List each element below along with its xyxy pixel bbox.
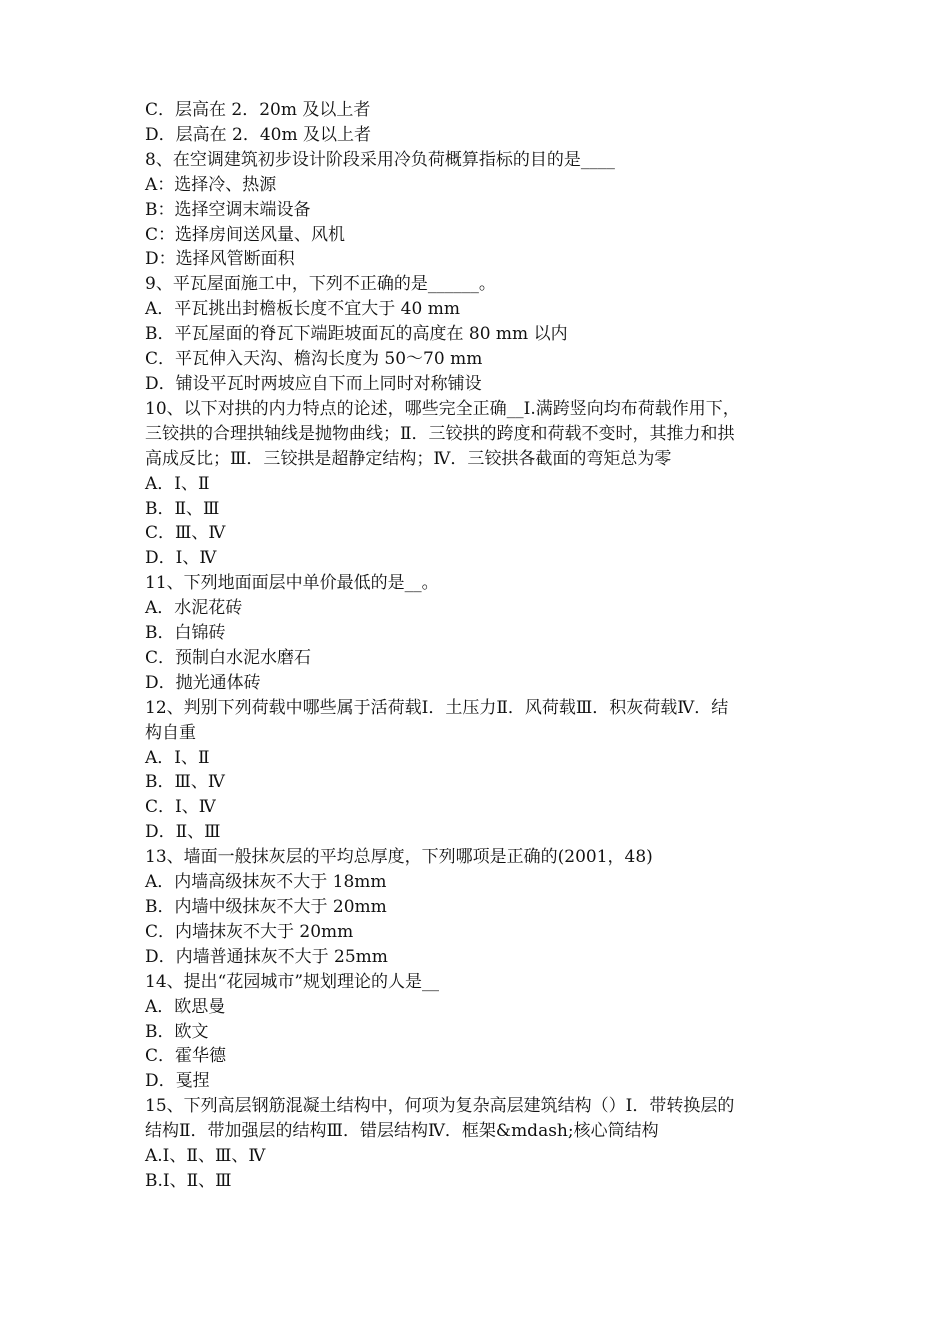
option-line: A．欧思曼 [145,996,226,1017]
option-line: B．平瓦屋面的脊瓦下端距坡面瓦的高度在 80 mm 以内 [145,324,568,345]
option-line: C．层高在 2．20m 及以上者 [145,100,371,120]
option-line: A．平瓦挑出封檐板长度不宜大于 40 mm [145,299,460,320]
option-line: D．戛捏 [145,1071,210,1092]
question-line: 11、下列地面面层中单价最低的是__。 [145,573,439,594]
question-line: 15、下列高层钢筋混凝土结构中，何项为复杂高层建筑结构（）Ⅰ．带转换层的 [145,1096,735,1117]
question-line: 三铰拱的合理拱轴线是抛物曲线；Ⅱ．三铰拱的跨度和荷载不变时，其推力和拱 [145,423,735,444]
option-line: D．抛光通体砖 [145,672,261,693]
question-line: 14、提出“花园城市”规划理论的人是__ [145,971,440,992]
option-line: C：选择房间送风量、风机 [145,224,346,245]
option-line: D．层高在 2．40m 及以上者 [145,124,372,145]
question-line: 8、在空调建筑初步设计阶段采用冷负荷概算指标的目的是____ [145,149,615,170]
option-line: B．Ⅱ、Ⅲ [145,498,220,519]
option-line: D．Ⅰ、Ⅳ [145,548,217,569]
question-line: 13、墙面一般抹灰层的平均总厚度，下列哪项是正确的(2001，48) [145,847,653,868]
option-line: A.Ⅰ、Ⅱ、Ⅲ、Ⅳ [145,1146,266,1167]
question-line: 10、以下对拱的内力特点的论述，哪些完全正确__Ⅰ.满跨竖向均布荷载作用下， [145,398,740,419]
option-line: D．铺设平瓦时两坡应自下而上同时对称铺设 [145,373,482,394]
option-line: C．预制白水泥水磨石 [145,647,312,668]
question-line: 结构Ⅱ．带加强层的结构Ⅲ．错层结构Ⅳ．框架&mdash;核心筒结构 [145,1121,659,1142]
question-line: 12、判别下列荷载中哪些属于活荷载Ⅰ．土压力Ⅱ．风荷载Ⅲ．积灰荷载Ⅳ．结 [145,697,729,718]
question-line: 构自重 [145,722,196,743]
option-line: B.Ⅰ、Ⅱ、Ⅲ [145,1170,232,1191]
document-body [145,98,817,1194]
option-line: A．Ⅰ、Ⅱ [145,473,210,494]
option-line: C．内墙抹灰不大于 20mm [145,921,354,942]
option-line: B．内墙中级抹灰不大于 20mm [145,897,387,917]
option-line: B．白锦砖 [145,623,226,644]
option-line: A．内墙高级抹灰不大于 18mm [145,872,387,893]
option-line: C．霍华德 [145,1046,227,1067]
option-line: A．Ⅰ、Ⅱ [145,747,210,768]
option-line: A．水泥花砖 [145,598,243,619]
option-line: C．Ⅲ、Ⅳ [145,523,226,544]
option-line: A：选择冷、热源 [145,174,277,195]
question-line: 9、平瓦屋面施工中，下列不正确的是______。 [145,274,496,295]
question-line: 高成反比；Ⅲ．三铰拱是超静定结构；Ⅳ．三铰拱各截面的弯矩总为零 [145,448,672,469]
option-line: C．平瓦伸入天沟、檐沟长度为 50～70 mm [145,349,483,370]
option-line: B．欧文 [145,1021,209,1042]
option-line: B：选择空调末端设备 [145,199,311,220]
option-line: D．Ⅱ、Ⅲ [145,822,221,843]
option-line: D．内墙普通抹灰不大于 25mm [145,946,388,967]
option-line: B．Ⅲ、Ⅳ [145,772,225,793]
option-line: C．Ⅰ、Ⅳ [145,797,216,818]
option-line: D：选择风管断面积 [145,249,295,270]
